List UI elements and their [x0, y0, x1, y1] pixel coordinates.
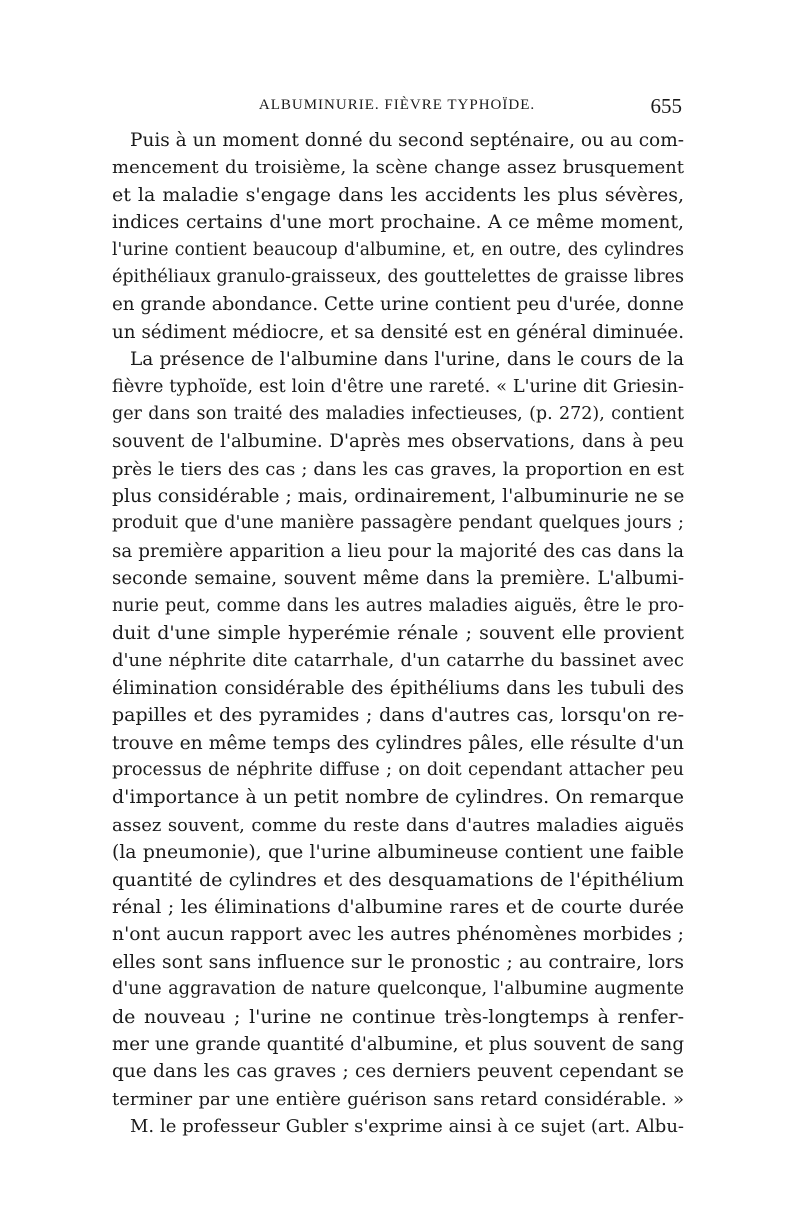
- text-line: La présence de l'albumine dans l'urine, dans le cours de la: [130, 349, 684, 371]
- text-line: rénal ; les éliminations d'albumine rares et de courte durée: [112, 896, 684, 918]
- text-line: Puis à un moment donné du second septénaire, ou au com-: [130, 130, 684, 151]
- text-line: plus considérable ; mais, ordinairement, l'albuminurie ne se: [112, 486, 684, 508]
- text-line: souvent de l'albumine. D'après mes observations, dans à peu: [112, 431, 684, 453]
- running-title: ALBUMINURIE. FIÈVRE TYPHOÏDE.: [258, 97, 536, 113]
- text-line: sa première apparition a lieu pour la majorité des cas dans la: [112, 540, 684, 562]
- text-line: nurie peut, comme dans les autres maladies aiguës, être le pro-: [112, 595, 684, 616]
- body-text: [112, 127, 684, 1140]
- text-line: mer une grande quantité d'albumine, et plus souvent de sang: [112, 1033, 684, 1055]
- text-line: produit que d'une manière passagère pendant quelques jours ;: [112, 513, 684, 534]
- text-line: près le tiers des cas ; dans les cas graves, la proportion en est: [112, 458, 684, 480]
- text-line: (la pneumonie), que l'urine albumineuse contient une faible: [112, 842, 684, 864]
- text-line: épithéliaux granulo-graisseux, des gouttelettes de graisse libres: [112, 266, 684, 287]
- running-header: [112, 94, 682, 123]
- text-line: quantité de cylindres et des desquamations de l'épithélium: [112, 868, 684, 891]
- text-line: terminer par une entière guérison sans retard considérable. »: [112, 1088, 684, 1110]
- text-line: duit d'une simple hyperémie rénale ; souvent elle provient: [112, 622, 684, 645]
- text-line: processus de néphrite diffuse ; on doit cependant attacher peu: [112, 759, 684, 780]
- text-line: d'importance à un petit nombre de cylindres. On remarque: [112, 786, 684, 809]
- text-line: M. le professeur Gubler s'exprime ainsi à ce sujet (art. Albu-: [130, 1116, 684, 1138]
- text-line: elles sont sans influence sur le pronostic ; au contraire, lors: [112, 951, 684, 973]
- text-line: élimination considérable des épithéliums dans les tubuli des: [112, 677, 684, 699]
- text-line: seconde semaine, souvent même dans la première. L'albumi-: [112, 568, 684, 590]
- text-line: l'urine contient beaucoup d'albumine, et, en outre, des cylindres: [112, 239, 684, 260]
- text-line: mencement du troisième, la scène change assez brusquement: [112, 157, 684, 179]
- text-line: d'une néphrite dite catarrhale, d'un catarrhe du bassinet avec: [112, 650, 684, 672]
- text-line: trouve en même temps des cylindres pâles, elle résulte d'un: [112, 732, 684, 754]
- text-line: d'une aggravation de nature quelconque, l'albumine augmente: [112, 979, 684, 1000]
- text-line: indices certains d'une mort prochaine. A ce même moment,: [112, 212, 684, 234]
- text-line: fièvre typhoïde, est loin d'être une rareté. « L'urine dit Griesin-: [112, 376, 684, 397]
- page-number: 655: [650, 94, 682, 118]
- text-line: un sédiment médiocre, et sa densité est en général diminuée.: [112, 321, 684, 343]
- text-line: ger dans son traité des maladies infectieuses, (p. 272), contient: [112, 403, 684, 424]
- text-line: que dans les cas graves ; ces derniers peuvent cependant se: [112, 1061, 684, 1083]
- text-line: en grande abondance. Cette urine contient peu d'urée, donne: [112, 294, 684, 316]
- text-line: et la maladie s'engage dans les accidents les plus sévères,: [112, 183, 684, 206]
- text-line: n'ont aucun rapport avec les autres phénomènes morbides ;: [112, 924, 684, 946]
- text-line: assez souvent, comme du reste dans d'autres maladies aiguës: [112, 814, 684, 836]
- text-line: de nouveau ; l'urine ne continue très-longtemps à renfer-: [112, 1005, 684, 1028]
- text-line: papilles et des pyramides ; dans d'autres cas, lorsqu'on re-: [112, 704, 684, 727]
